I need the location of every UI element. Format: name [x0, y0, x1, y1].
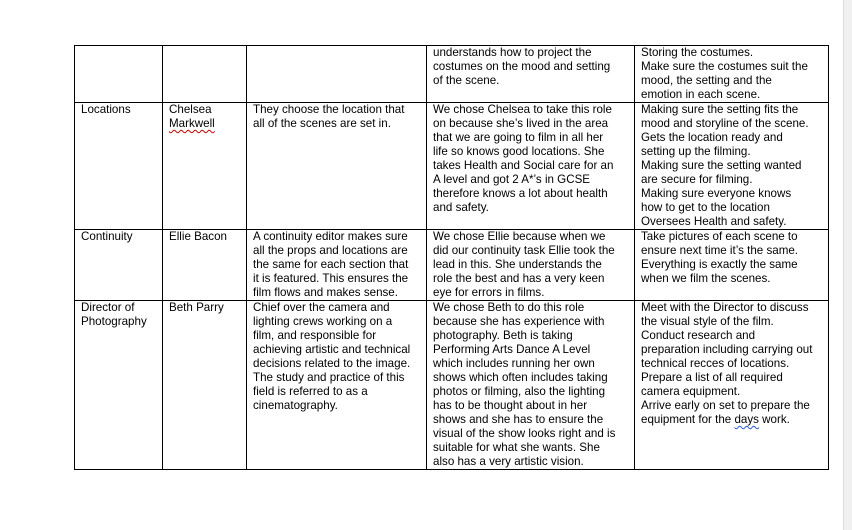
- cell-description: [247, 103, 427, 230]
- text-line: Prepare a list of all required: [641, 371, 783, 384]
- text-line: eye for errors in films.: [433, 286, 545, 299]
- text-line: that we are going to film in all her: [433, 131, 604, 144]
- cell-description: [247, 46, 427, 103]
- table-row-continued: [75, 46, 829, 103]
- text-line: film flows and makes sense.: [253, 286, 398, 299]
- text-line: it is featured. This ensures the: [253, 272, 409, 285]
- text-line: emotion in each scene.: [641, 88, 761, 101]
- text-line: visual of the show looks right and is: [433, 427, 616, 440]
- cell-reason: [427, 230, 635, 301]
- cell-tasks: [635, 301, 829, 470]
- text-line: field is referred to as a: [253, 385, 368, 398]
- cell-name: [163, 230, 247, 301]
- table-row-continuity: [75, 230, 829, 301]
- text-line: suitable for what she wants. She: [433, 441, 600, 454]
- text-line: lighting crews working on a: [253, 315, 393, 328]
- text-line: photography. Beth is taking: [433, 329, 573, 342]
- text-line: mood and storyline of the scene.: [641, 117, 809, 130]
- text-line: and safety.: [433, 201, 489, 214]
- text-line: cinematography.: [253, 399, 338, 412]
- text-line: therefore knows a lot about health: [433, 187, 608, 200]
- text-line: Conduct research and: [641, 329, 756, 342]
- cell-tasks: [635, 46, 829, 103]
- text-line: ensure next time it’s the same.: [641, 244, 799, 257]
- text-line: Gets the location ready and: [641, 131, 783, 144]
- text-line: We chose Ellie because when we: [433, 230, 606, 243]
- cell-description: [247, 230, 427, 301]
- text-line: technical recces of locations.: [641, 357, 790, 370]
- text-line: costumes on the mood and setting: [433, 60, 611, 73]
- text-line: Performing Arts Dance A Level: [433, 343, 591, 356]
- text-line: camera equipment.: [641, 385, 741, 398]
- text-fragment: equipment for the: [641, 413, 735, 426]
- page-edge-shadow: [843, 0, 852, 530]
- text-line: Meet with the Director to discuss: [641, 301, 809, 314]
- role-label: Continuity: [81, 230, 133, 243]
- text-line: decisions related to the image.: [253, 357, 411, 370]
- cell-role: [75, 46, 163, 103]
- text-line: Everything is exactly the same: [641, 258, 798, 271]
- text-line: film, and responsible for: [253, 329, 377, 342]
- cell-reason: [427, 103, 635, 230]
- text-line: are secure for filming.: [641, 173, 753, 186]
- text-line: all of the scenes are set in.: [253, 117, 391, 130]
- text-line: the same for each section that: [253, 258, 409, 271]
- text-line: which includes running her own: [433, 357, 595, 370]
- spellcheck-flag[interactable]: Markwell: [169, 117, 215, 130]
- text-line: Storing the costumes.: [641, 46, 754, 59]
- text-line: We chose Chelsea to take this role: [433, 103, 612, 116]
- text-line: photos or filming, also the lighting: [433, 385, 606, 398]
- text-line: A continuity editor makes sure: [253, 230, 408, 243]
- cell-tasks: [635, 230, 829, 301]
- cell-description: [247, 301, 427, 470]
- text-line: Making sure the setting fits the: [641, 103, 799, 116]
- cell-name: [163, 301, 247, 470]
- table-row-director-of-photography: [75, 301, 829, 470]
- cell-reason: [427, 301, 635, 470]
- person-first-name: Chelsea: [169, 103, 212, 116]
- cell-role: [75, 230, 163, 301]
- text-line: when we film the scenes.: [641, 272, 771, 285]
- cell-reason: [427, 46, 635, 103]
- person-name: Ellie Bacon: [169, 230, 228, 243]
- text-line: shows which often includes taking: [433, 371, 608, 384]
- text-line: preparation including carrying out: [641, 343, 813, 356]
- text-line: on because she’s lived in the area: [433, 117, 609, 130]
- text-line: Making sure the setting wanted: [641, 159, 802, 172]
- cell-role: [75, 301, 163, 470]
- text-line: Chief over the camera and: [253, 301, 390, 314]
- text-line: achieving artistic and technical: [253, 343, 411, 356]
- text-line: [641, 413, 823, 427]
- text-line: A level and got 2 A*’s in GCSE: [433, 173, 591, 186]
- text-line: mood, the setting and the: [641, 74, 772, 87]
- text-line: Arrive early on set to prepare the: [641, 399, 810, 412]
- person-last-name: [169, 117, 241, 131]
- text-line: life so knows good locations. She: [433, 145, 605, 158]
- text-line: lead in this. She understands the: [433, 258, 602, 271]
- cell-tasks: [635, 103, 829, 230]
- role-label: Photography: [81, 315, 147, 328]
- cell-role: [75, 103, 163, 230]
- cell-name: [163, 103, 247, 230]
- text-line: also has a very artistic vision.: [433, 455, 584, 468]
- text-line: did our continuity task Ellie took the: [433, 244, 615, 257]
- text-line: We chose Beth to do this role: [433, 301, 585, 314]
- role-label: Director of: [81, 301, 135, 314]
- person-name: Beth Parry: [169, 301, 224, 314]
- text-line: shows and she has to ensure the: [433, 413, 604, 426]
- text-line: The study and practice of this: [253, 371, 405, 384]
- text-line: Take pictures of each scene to: [641, 230, 798, 243]
- text-line: understands how to project the: [433, 46, 592, 59]
- text-line: setting up the filming.: [641, 145, 751, 158]
- text-line: Oversees Health and safety.: [641, 215, 787, 228]
- cell-name: [163, 46, 247, 103]
- text-line: role the best and has a very keen: [433, 272, 605, 285]
- roles-table: [74, 45, 829, 470]
- text-line: of the scene.: [433, 74, 500, 87]
- text-line: because she has experience with: [433, 315, 605, 328]
- text-line: takes Health and Social care for an: [433, 159, 614, 172]
- text-line: Making sure everyone knows: [641, 187, 792, 200]
- text-line: They choose the location that: [253, 103, 405, 116]
- table-row-locations: [75, 103, 829, 230]
- text-fragment: work.: [758, 413, 790, 426]
- text-line: the visual style of the film.: [641, 315, 774, 328]
- role-label: Locations: [81, 103, 131, 116]
- text-line: how to get to the location: [641, 201, 770, 214]
- text-line: all the props and locations are: [253, 244, 408, 257]
- text-line: Make sure the costumes suit the: [641, 60, 808, 73]
- text-line: has to be thought about in her: [433, 399, 588, 412]
- grammar-flag[interactable]: days: [734, 413, 759, 426]
